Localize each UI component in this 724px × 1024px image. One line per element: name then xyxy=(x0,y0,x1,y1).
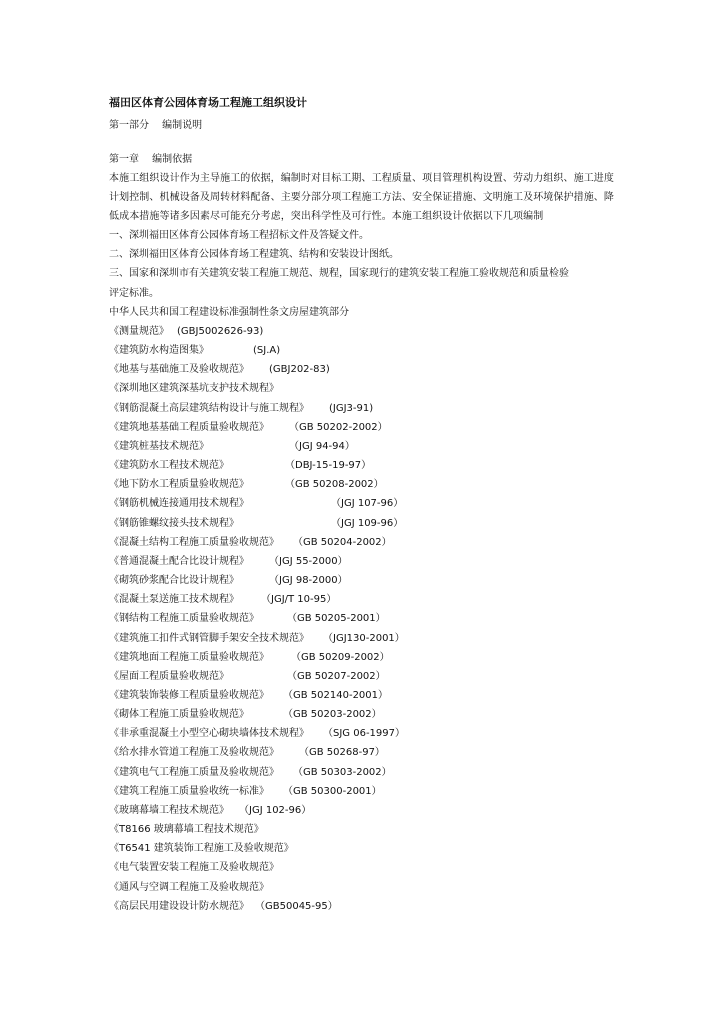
standard-item xyxy=(109,418,619,437)
standard-item xyxy=(109,782,619,801)
standard-code: (JGJ3-91) xyxy=(329,402,374,414)
standard-item xyxy=(109,878,619,897)
standard-name: 《普通混凝土配合比设计规程》 xyxy=(109,555,249,567)
standard-item xyxy=(109,494,619,513)
standard-code: （GB 502140-2001） xyxy=(283,689,389,701)
standard-item xyxy=(109,571,619,590)
standard-item xyxy=(109,839,619,858)
standard-code: （GB 50209-2002） xyxy=(291,651,390,663)
standard-code: （GB 50202-2002） xyxy=(289,421,388,433)
standard-name: 《玻璃幕墙工程技术规范》 xyxy=(109,804,229,816)
standard-code: (SJ.A) xyxy=(253,345,281,357)
standard-name: 《建筑地面工程施工质量验收规范》 xyxy=(109,651,269,663)
standard-name: 《钢筋机械连接通用技术规程》 xyxy=(109,498,249,510)
standard-code: （GB 50205-2001） xyxy=(287,613,386,625)
standard-name: 《通风与空调工程施工及验收规范》 xyxy=(109,881,269,893)
standard-name: 《深圳地区建筑深基坑支护技术规程》 xyxy=(109,383,279,395)
standard-item xyxy=(109,820,619,839)
standard-item xyxy=(109,897,619,916)
standard-item xyxy=(109,686,619,705)
standard-code: （GB 50268-97） xyxy=(299,747,385,759)
standard-code: （JGJ 98-2000） xyxy=(269,575,348,587)
basis-item: 三、国家和深圳市有关建筑安装工程施工规范、规程，国家现行的建筑安装工程施工验收规范和质量检验 xyxy=(109,268,569,280)
standard-item xyxy=(109,360,619,379)
standard-name: 《建筑地基基础工程质量验收规范》 xyxy=(109,421,269,433)
standard-name: 《测量规范》 xyxy=(109,326,169,338)
standard-code: （GB 50204-2002） xyxy=(293,536,392,548)
standard-code: （JGJ 107-96） xyxy=(331,498,404,510)
standard-name: 《地下防水工程质量验收规范》 xyxy=(109,479,249,491)
standard-name: 《非承重混凝土小型空心砌块墙体技术规程》 xyxy=(109,728,309,740)
part-heading: 第一部分 编制说明 xyxy=(109,120,203,131)
standard-name: 《T6541 建筑装饰工程施工及验收规范》 xyxy=(109,843,294,855)
standard-code: （JGJ 102-96） xyxy=(239,804,312,816)
standard-item xyxy=(109,648,619,667)
standard-item xyxy=(109,514,619,533)
standard-code: （JGJ 55-2000） xyxy=(269,555,348,567)
standard-code: (GBJ5002626-93) xyxy=(177,326,264,338)
standard-code: （GB 50208-2002） xyxy=(285,479,384,491)
standard-item xyxy=(109,379,619,398)
standard-item xyxy=(109,456,619,475)
basis-item: 二、深圳福田区体育公园体育场工程建筑、结构和安装设计图纸。 xyxy=(109,249,399,261)
standard-name: 《T8166 玻璃幕墙工程技术规范》 xyxy=(109,824,264,836)
standard-name: 《建筑电气工程施工质量及验收规范》 xyxy=(109,766,279,778)
standard-name: 《建筑桩基技术规范》 xyxy=(109,440,209,452)
standard-name: 《混凝土泵送施工技术规程》 xyxy=(109,594,239,606)
document-title: 福田区体育公园体育场工程施工组织设计 xyxy=(109,96,307,109)
standard-item xyxy=(109,533,619,552)
standard-code: (GBJ202-83) xyxy=(269,364,330,376)
standard-item xyxy=(109,629,619,648)
standard-name: 《钢筋锥螺纹接头技术规程》 xyxy=(109,517,239,529)
standard-name: 《建筑防水工程技术规范》 xyxy=(109,460,229,472)
standard-item xyxy=(109,724,619,743)
standard-item xyxy=(109,475,619,494)
standard-item xyxy=(109,341,619,360)
standard-code: （JGJ/T 10-95） xyxy=(261,594,337,606)
standard-name: 《高层民用建设设计防水规范》 xyxy=(109,900,249,912)
basis-item: 一、深圳福田区体育公园体育场工程招标文件及答疑文件。 xyxy=(109,230,369,241)
standard-item xyxy=(109,399,619,418)
standard-code: （JGJ 94-94） xyxy=(289,440,355,452)
standard-code: （JGJ130-2001） xyxy=(323,632,405,644)
chapter-heading: 第一章 编制依据 xyxy=(109,154,193,165)
standard-item xyxy=(109,322,619,341)
standard-item xyxy=(109,437,619,456)
standard-name: 《砌体工程施工质量验收规范》 xyxy=(109,709,249,721)
basis-item: 中华人民共和国工程建设标准强制性条文房屋建筑部分 xyxy=(109,306,349,318)
standard-name: 《钢筋混凝土高层建筑结构设计与施工规程》 xyxy=(109,402,309,414)
standard-code: （DBJ-15-19-97） xyxy=(285,460,372,472)
standard-code: （SJG 06-1997） xyxy=(323,728,406,740)
standard-name: 《地基与基础施工及验收规范》 xyxy=(109,364,249,376)
standard-name: 《给水排水管道工程施工及验收规范》 xyxy=(109,747,279,759)
standard-name: 《屋面工程质量验收规范》 xyxy=(109,670,229,682)
standard-name: 《钢结构工程施工质量验收规范》 xyxy=(109,613,259,625)
standard-code: （GB50045-95） xyxy=(255,900,338,912)
standard-item xyxy=(109,609,619,628)
standard-code: （GB 50303-2002） xyxy=(293,766,392,778)
standard-name: 《建筑工程施工质量验收统一标准》 xyxy=(109,785,269,797)
standard-code: （GB 50207-2002） xyxy=(287,670,386,682)
intro-paragraph: 本施工组织设计作为主导施工的依据，编制时对目标工期、工程质量、项目管理机构设置、劳动力组织、施工进度计划控制、机械设备及周转材料配备、主要分部分项工程施工方法、安全保证措施、文明施工及环境保护措施、降低成本措施等诸多因素尽可能充分考虑，突出科学性及可行性。本施工组织设计依据以下几项编制 xyxy=(109,173,614,222)
basis-item: 评定标准。 xyxy=(109,287,159,299)
standard-code: （GB 50203-2002） xyxy=(283,709,382,721)
basis-list xyxy=(109,226,619,322)
standard-code: （GB 50300-2001） xyxy=(283,785,382,797)
standard-item xyxy=(109,858,619,877)
standard-item xyxy=(109,705,619,724)
standard-item xyxy=(109,590,619,609)
standard-name: 《电气装置安装工程施工及验收规范》 xyxy=(109,862,279,874)
standard-name: 《建筑施工扣件式钢管脚手架安全技术规范》 xyxy=(109,632,309,644)
standard-name: 《建筑装饰装修工程质量验收规范》 xyxy=(109,689,269,701)
standard-name: 《砌筑砂浆配合比设计规程》 xyxy=(109,575,239,587)
standard-item xyxy=(109,763,619,782)
standard-item xyxy=(109,552,619,571)
standard-name: 《混凝土结构工程施工质量验收规范》 xyxy=(109,536,279,548)
standard-item xyxy=(109,667,619,686)
standard-item xyxy=(109,743,619,762)
standard-name: 《建筑防水构造图集》 xyxy=(109,345,209,357)
standard-item xyxy=(109,801,619,820)
document-page xyxy=(109,96,619,916)
standard-code: （JGJ 109-96） xyxy=(331,517,404,529)
standards-list xyxy=(109,322,619,916)
